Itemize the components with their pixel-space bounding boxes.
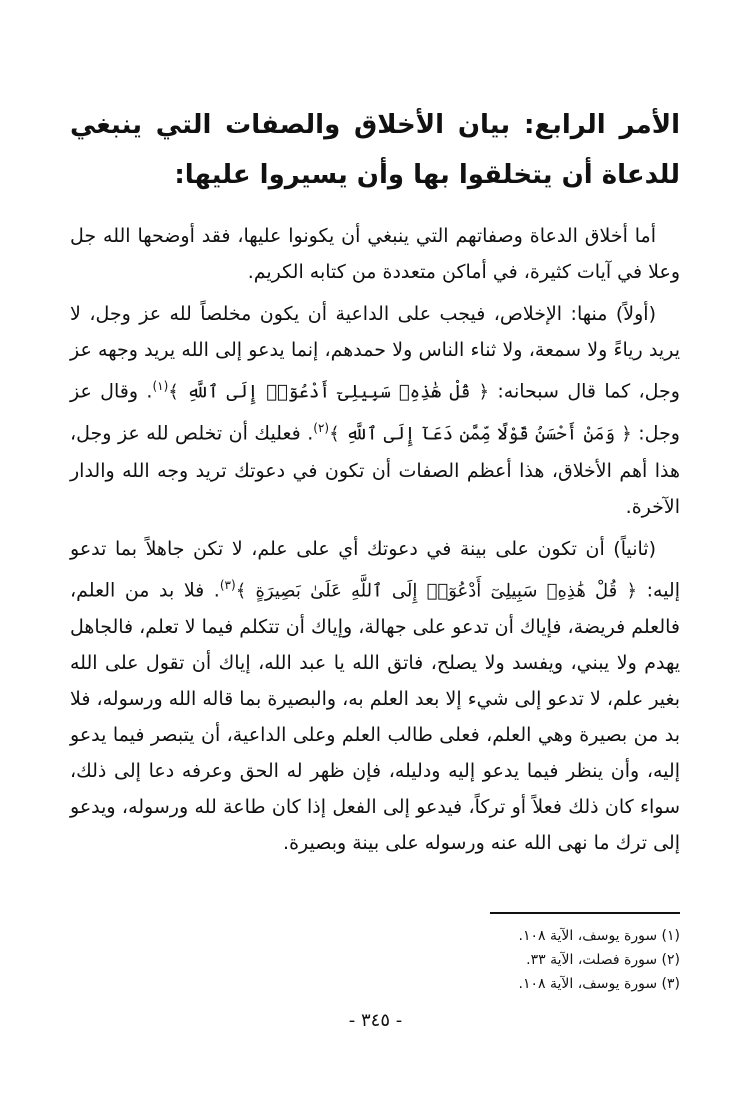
first-trait-text-c: . فعليك أن تخلص لله عز وجل، هذا أهم الأخلاق، هذا أعظم الصفات أن تكون في دعوتك تريد وجه الله والدار الآخرة. xyxy=(70,422,680,518)
second-trait-text-b: . فلا بد من العلم، فالعلم فريضة، فإياك أن تدعو على جهالة، وإياك أن تتكلم فيما لا تعلم، فالجاهل يهدم ولا يبني، ويفسد ولا يصلح، فاتق الله يا عبد الله، إياك أن تقول على الله بغير علم، لا تدعو إلى شيء إلا بعد العلم به، والبصيرة بما قاله الله ورسوله، فلا بد من بصيرة وهي العلم، فعلى طالب العلم وعلى الداعية، أن يتبصر فيما يدعو إليه، وأن ينظر فيما يدعو إليه ودليله، فإن ظهر له الحق وعرفه دعا إلى ذلك، سواء كان ذلك فعلاً أو تركاً، فيدعو إلى الفعل إذا كان طاعة لله ورسوله، ويدعو إلى ترك ما نهى الله عنه ورسوله على بينة وبصيرة. xyxy=(70,578,680,854)
section-heading: الأمر الرابع: بيان الأخلاق والصفات التي ينبغي للدعاة أن يتخلقوا بها وأن يسيروا عليها: xyxy=(70,110,680,190)
footnote-ref-3[interactable]: (٣) xyxy=(219,577,236,592)
quran-verse-2: ﴿ وَمَنْ أَحْسَنُ قَوْلًا مِّمَّن دَعَآ إِلَى ٱللَّهِ ﴾ xyxy=(329,423,632,445)
first-trait-text-a: (أولاً) منها: الإخلاص، فيجب على الداعية أن يكون مخلصاً لله عز وجل، لا يريد رياءً ولا سمعة، ولا ثناء الناس ولا حمدهم، إنما يدعو إلى الله يريد وجهه عز وجل، كما قال سبحانه: xyxy=(70,303,680,403)
intro-paragraph: أما أخلاق الدعاة وصفاتهم التي ينبغي أن يكونوا عليها، فقد أوضحها الله جل وعلا في آيات كثيرة، في أماكن متعددة من كتابه الكريم. xyxy=(70,225,680,283)
footnote-3: (٣) سورة يوسف، الآية ١٠٨. xyxy=(518,976,680,992)
footnote-2: (٢) سورة فصلت، الآية ٣٣. xyxy=(526,952,680,968)
page-body xyxy=(70,100,680,867)
footnote-1: (١) سورة يوسف، الآية ١٠٨. xyxy=(518,928,680,944)
first-trait-paragraph xyxy=(70,296,680,525)
footnote-ref-1[interactable]: (١) xyxy=(152,379,169,393)
footnote-divider xyxy=(490,912,680,914)
page-number: - ٣٤٥ - xyxy=(348,1010,403,1031)
second-trait-text-a: (ثانياً) أن تكون على بينة في دعوتك أي على علم، لا تكن جاهلاً بما تدعو إليه: xyxy=(70,537,680,601)
footnote-ref-2[interactable]: (٢) xyxy=(313,421,330,436)
quran-verse-1: ﴿ قُلْ هَٰذِهِۦ سَبِيلِىٓ أَدْعُوٓا۟ إِلَى ٱللَّهِ ﴾ xyxy=(168,381,490,403)
quran-verse-3: ﴿ قُلْ هَٰذِهِۦ سَبِيلِىٓ أَدْعُوٓا۟ إِلَى ٱللَّهِ عَلَىٰ بَصِيرَةٍ ﴾ xyxy=(235,579,638,601)
second-trait-paragraph xyxy=(70,531,680,861)
first-trait-text-b: . وقال عز وجل: xyxy=(70,380,680,445)
footnotes-section xyxy=(70,912,680,996)
